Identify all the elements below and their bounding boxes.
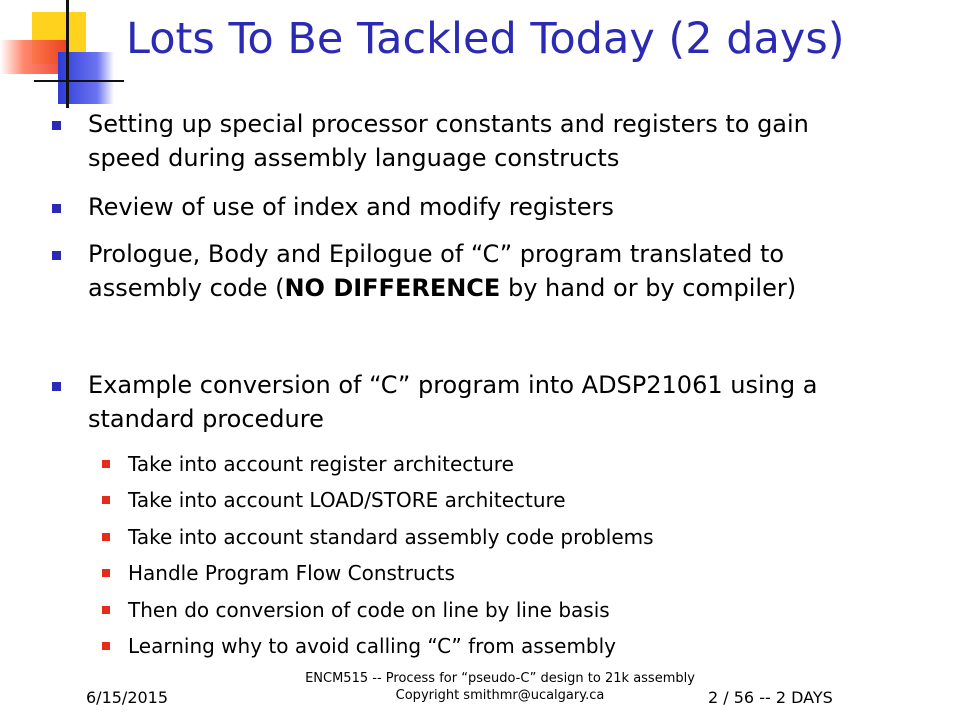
footer-copyright-line: Copyright smithmr@ucalgary.ca (395, 688, 605, 703)
bullet-line: Example conversion of “C” program into ADSP21061 using a (88, 371, 818, 399)
footer-page-number: 2 / 56 -- 2 DAYS (708, 688, 833, 707)
bullet-text (88, 237, 948, 305)
bullet-text-segment: by hand or by compiler) (500, 274, 797, 302)
slide-title: Lots To Be Tackled Today (2 days) (126, 14, 845, 64)
emphasis-text: NO DIFFERENCE (284, 274, 501, 302)
footer-course-line: ENCM515 -- Process for “pseudo-C” design to 21k assembly (305, 671, 695, 686)
subbullet-marker (102, 606, 110, 614)
bullet-marker (52, 382, 61, 391)
bullet-text (88, 190, 948, 224)
subbullet-marker (102, 533, 110, 541)
bullet-marker (52, 251, 61, 260)
subbullet-text: Handle Program Flow Constructs (128, 561, 455, 585)
subbullet-text: Take into account LOAD/STORE architecture (128, 488, 566, 512)
subbullet-text: Then do conversion of code on line by line basis (128, 598, 610, 622)
subbullet-text: Learning why to avoid calling “C” from assembly (128, 634, 617, 658)
subbullet-text: Take into account register architecture (128, 452, 514, 476)
subbullet-marker (102, 496, 110, 504)
bullet-line: standard procedure (88, 405, 324, 433)
bullet-marker (52, 121, 61, 130)
footer-date: 6/15/2015 (86, 688, 169, 707)
bullet-line: speed during assembly language constructs (88, 144, 620, 172)
bullet-text (88, 368, 948, 436)
subbullet-marker (102, 460, 110, 468)
bullet-text (88, 107, 948, 175)
bullet-line: Prologue, Body and Epilogue of “C” program translated to (88, 240, 785, 268)
subbullet-marker (102, 569, 110, 577)
bullet-line: Setting up special processor constants and registers to gain (88, 110, 809, 138)
subbullet-text: Take into account standard assembly code problems (128, 525, 654, 549)
bullet-marker (52, 204, 61, 213)
bullet-line (88, 271, 948, 305)
footer-center (300, 670, 700, 704)
bullet-text-segment: assembly code ( (88, 274, 285, 302)
decorative-line-horizontal (34, 80, 124, 82)
bullet-line: Review of use of index and modify registers (88, 193, 614, 221)
subbullet-marker (102, 642, 110, 650)
decorative-line-vertical (66, 0, 69, 108)
